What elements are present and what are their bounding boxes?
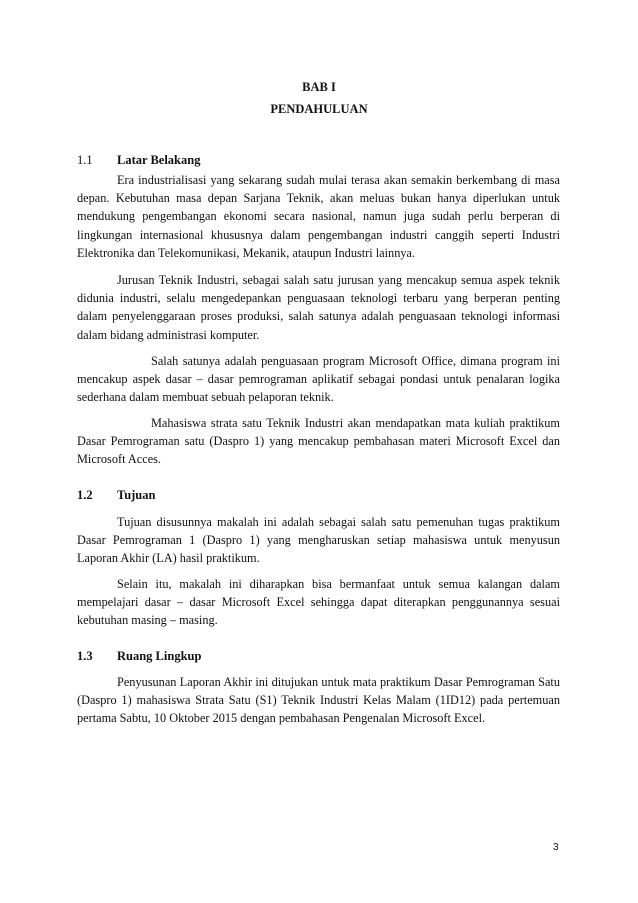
paragraph-1: Era industrialisasi yang sekarang sudah mulai terasa akan semakin berkembang di masa depan. Kebutuhan masa depan Sarjana Teknik, akan meluas bukan hanya diperlukan untuk mendukung pengembangan ekonomi secara nasional, namun juga sudah perlu berperan di lingkungan internasional khususnya dalam pengembangan industri canggih seperti Industri Elektronika dan Telekomunikasi, Mekanik, ataupun Industri lainnya. [77,173,560,260]
page-number: 3 [553,842,559,853]
section-heading-1-1 [77,153,200,168]
section-number: 1.3 [77,649,93,663]
paragraph-5: Tujuan disusunnya makalah ini adalah sebagai salah satu pemenuhan tugas praktikum Dasar Pemrograman 1 (Daspro 1) yang mengharuskan setiap mahasiswa untuk menyusun Laporan Akhir (LA) hasil praktikum. [77,515,560,566]
section-title: Latar Belakang [117,153,201,167]
paragraph-6: Selain itu, makalah ini diharapkan bisa bermanfaat untuk semua kalangan dalam mempelajari dasar – dasar Microsoft Excel sehingga dapat diterapkan penggunannya sesuai kebutuhan masing – masing. [77,577,560,628]
section-title: Tujuan [117,488,156,502]
section-title: Ruang Lingkup [117,649,202,663]
paragraph-7: Penyusunan Laporan Akhir ini ditujukan untuk mata praktikum Dasar Pemrograman Satu (Daspro 1) mahasiswa Strata Satu (S1) Teknik Industri Kelas Malam (1ID12) pada pertemuan pertama Sabtu, 10 Oktober 2015 dengan pembahasan Pengenalan Microsoft Excel. [77,675,560,726]
chapter-label: BAB I [302,80,336,94]
paragraph-3: Salah satunya adalah penguasaan program Microsoft Office, dimana program ini mencakup aspek dasar – dasar pemrograman aplikatif sebagai pondasi untuk penalaran logika sederhana dalam membuat sebuah pelaporan teknik. [77,354,560,405]
section-heading-1-2 [77,488,155,503]
section-number: 1.1 [77,153,93,167]
section-number: 1.2 [77,488,93,502]
section-heading-1-3 [77,649,201,664]
chapter-title: PENDAHULUAN [270,102,368,116]
paragraph-4: Mahasiswa strata satu Teknik Industri akan mendapatkan mata kuliah praktikum Dasar Pemrograman satu (Daspro 1) yang mencakup pembahasan materi Microsoft Excel dan Microsoft Acces. [77,416,560,467]
paragraph-2: Jurusan Teknik Industri, sebagai salah satu jurusan yang mencakup semua aspek teknik didunia industri, selalu mengedepankan penguasaan teknologi terbaru yang berperan penting dalam penyelenggaraan proses produksi, salah satunya adalah penguasaan teknologi informasi dalam bidang administrasi komputer. [77,273,560,342]
